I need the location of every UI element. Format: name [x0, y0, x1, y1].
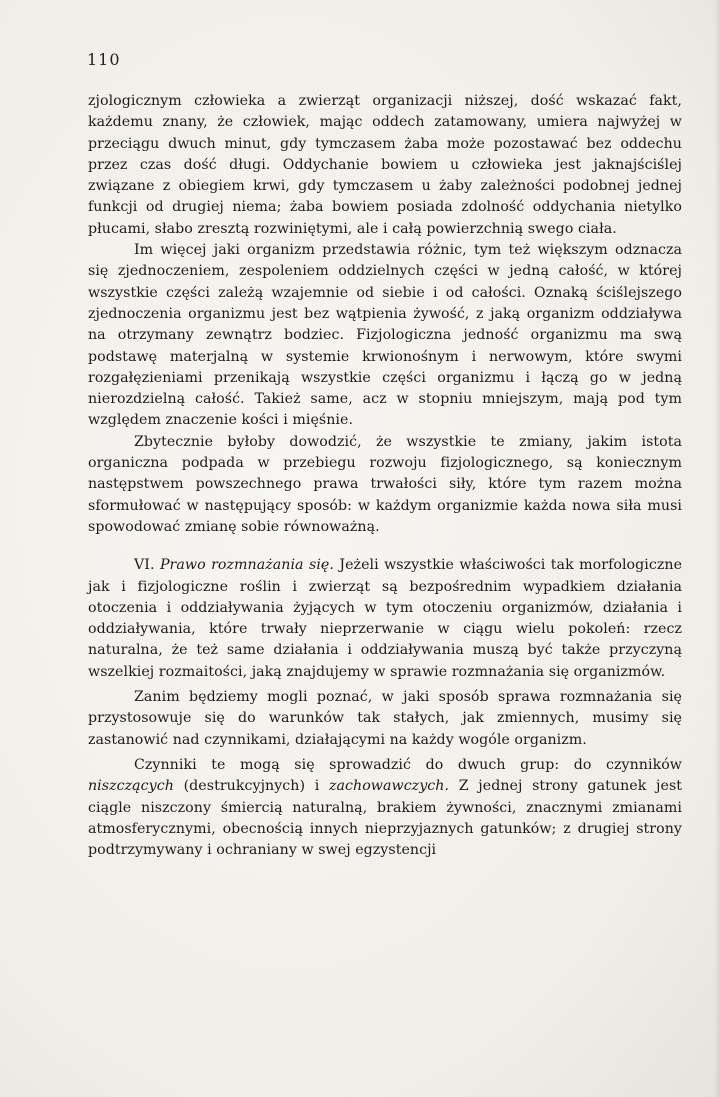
- factor-groups-text-b: (destrukcyjnych) i: [183, 778, 320, 795]
- paragraph-factor-groups: [88, 755, 682, 861]
- factor-groups-text-c: Z jednej strony gatunek jest ciągle niszczony śmiercią naturalną, brakiem żywności, znacznymi zmianami atmosferycznymi, obecnością innych nieprzyjaznych gatunków; z drugiej strony podtrzymywany i ochraniany w swej egzystencji: [88, 778, 683, 859]
- section-vi-text: Jeżeli wszystkie właściwości tak morfologiczne jak i fizjologiczne roślin i zwierząt są bezpośrednim wypadkiem działania otoczenia i oddziaływania żyjących w tym otoczeniu organizmów, działania i oddziaływania, które trwały nieprzerwanie w ciągu wielu pokoleń: rzecz naturalna, że też same działania i oddziaływania muszą być także przyczyną wszelkiej rozmaitości, jaką znajdujemy w sprawie rozmnażania się organizmów.: [88, 557, 683, 680]
- paragraph-conservation-of-force: Zbytecznie byłoby dowodzić, że wszystkie te zmiany, jakim istota organiczna podpada w przebiegu rozwoju fizjologicznego, są koniecznym następstwem powszechnego prawa trwałości siły, które tym razem można sformułować w następujący sposób: w każdym organizmie każda nowa siła musi spowodować zmianę sobie równoważną.: [88, 433, 682, 535]
- paragraph-section-vi: [88, 555, 682, 683]
- paragraph-organism-unity: Im więcej jaki organizm przedstawia różnic, tym też większym odznacza się zjednoczeniem, zespoleniem oddzielnych części w jedną całość, w której wszystkie części zależą wzajemnie od siebie i od całości. Oznaką ściślejszego zjednoczenia organizmu jest bez wątpienia żywość, z jaką organizm oddziaływa na otrzymany zewnątrz bodziec. Fizjologiczna jedność organizmu ma swą podstawę materjalną w systemie krwionośnym i nerwowym, które swymi rozgałęzieniami przenikają wszystkie części organizmu i łączą go w jedną nierozdzielną całość. Takież same, acz w stopniu mniejszym, mają pod tym względem znaczenie kości i mięśnie.: [88, 242, 682, 429]
- body-text: [88, 91, 682, 861]
- page-number: 110: [87, 50, 121, 69]
- paragraph-factors-intro: Zanim będziemy mogli poznać, w jaki sposób sprawa rozmnażania się przystosowuje się do warunków tak stałych, jak zmiennych, musimy się zastanowić nad czynnikami, działającymi na każdy wogóle organizm.: [88, 689, 682, 748]
- page-edge-shadow: [714, 0, 720, 1097]
- section-number: VI.: [134, 557, 155, 574]
- term-conserving: zachowawczych.: [328, 778, 450, 795]
- factor-groups-text-a: Czynniki te mogą się sprowadzić do dwuch grup: do czynników: [134, 756, 682, 773]
- section-heading: Prawo rozmnażania się.: [159, 557, 334, 574]
- paragraph-continuation: zjologicznym człowieka a zwierząt organizacji niższej, dość wskazać fakt, każdemu znany, że człowiek, mając oddech zatamowany, umiera najwyżej w przeciągu dwuch minut, gdy tymczasem żaba może pozostawać bez oddechu przez czas dość długi. Oddychanie bowiem u człowieka jest jaknajściślej związane z obiegiem krwi, gdy tymczasem u żaby zależności podobnej jednej funkcji od drugiej niema; żaba bowiem posiada zdolność oddychania nietylko płucami, słabo zresztą rozwiniętymi, ale i całą powierzchnią swego ciała.: [88, 93, 682, 237]
- term-destructive: niszczących: [88, 778, 174, 795]
